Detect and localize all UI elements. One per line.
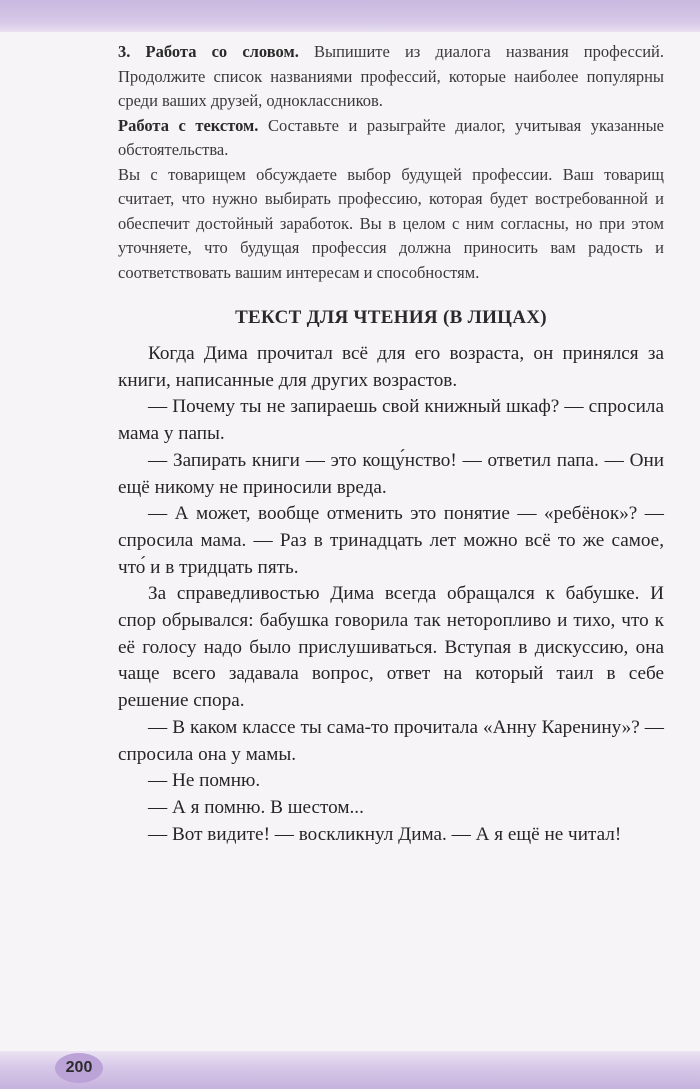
task-word-label: 3. Работа со словом. xyxy=(118,42,299,61)
reading-paragraph: — А может, вообще отменить это понятие — «ребёнок»? — спросила мама. — Раз в тринадцать лет можно всё то же самое, что́ и в тридцать пять. xyxy=(118,503,664,578)
page-content xyxy=(118,40,664,848)
task-word-work xyxy=(118,40,664,114)
task-text-situation: Вы с товарищем обсуждаете выбор будущей профессии. Ваш товарищ считает, что нужно выбирать профессию, которая будет востребованной и обеспечит достойный заработок. Вы в целом с ним согласны, но при этом уточняете, что будущая профессия должна приносить вам радость и соответствовать вашим интересам и способностям. xyxy=(118,164,664,282)
reading-paragraph: — Почему ты не запираешь свой книжный шкаф? — спросила мама у папы. xyxy=(118,396,664,445)
reading-paragraph: За справедливостью Дима всегда обращался к бабушке. И спор обрывался: бабушка говорила так неторопливо и тихо, что к её голосу надо было прислушиваться. Вступая в дискуссию, она чаще всего задавала вопрос, ответ на который таил в себе решение спора. xyxy=(118,583,664,712)
top-decorative-band xyxy=(0,0,700,32)
reading-paragraph: Когда Дима прочитал всё для его возраста, он принялся за книги, написанные для других возрастов. xyxy=(118,343,664,391)
reading-paragraph: — Вот видите! — воскликнул Дима. — А я ещё не читал! xyxy=(148,823,622,845)
reading-paragraph: — А я помню. В шестом... xyxy=(148,796,364,818)
task-text-label: Работа с текстом. xyxy=(118,115,259,135)
reading-paragraph: — Не помню. xyxy=(148,770,261,792)
task-word-text: Выпишите из диалога названия профессий. Продолжите список названиями профессий, которые наиболее популярны среди ваших друзей, одноклассников. xyxy=(118,42,664,110)
page-number: 200 xyxy=(55,1053,103,1083)
bottom-decorative-band xyxy=(0,1051,700,1089)
task-block xyxy=(118,40,664,285)
reading-paragraph: — В каком классе ты сама-то прочитала «Анну Каренину»? — спросила она у мамы. xyxy=(118,716,664,765)
reading-heading: ТЕКСТ ДЛЯ ЧТЕНИЯ (В ЛИЦАХ) xyxy=(235,307,547,328)
reading-text xyxy=(118,341,664,848)
task-text-instruction: Составьте и разыграйте диалог, учитывая указанные обстоятельства. xyxy=(118,115,665,159)
task-text-work xyxy=(118,114,664,163)
reading-paragraph: — Запирать книги — это кощу́нство! — ответил папа. — Они ещё никому не приносили вреда. xyxy=(118,449,664,498)
